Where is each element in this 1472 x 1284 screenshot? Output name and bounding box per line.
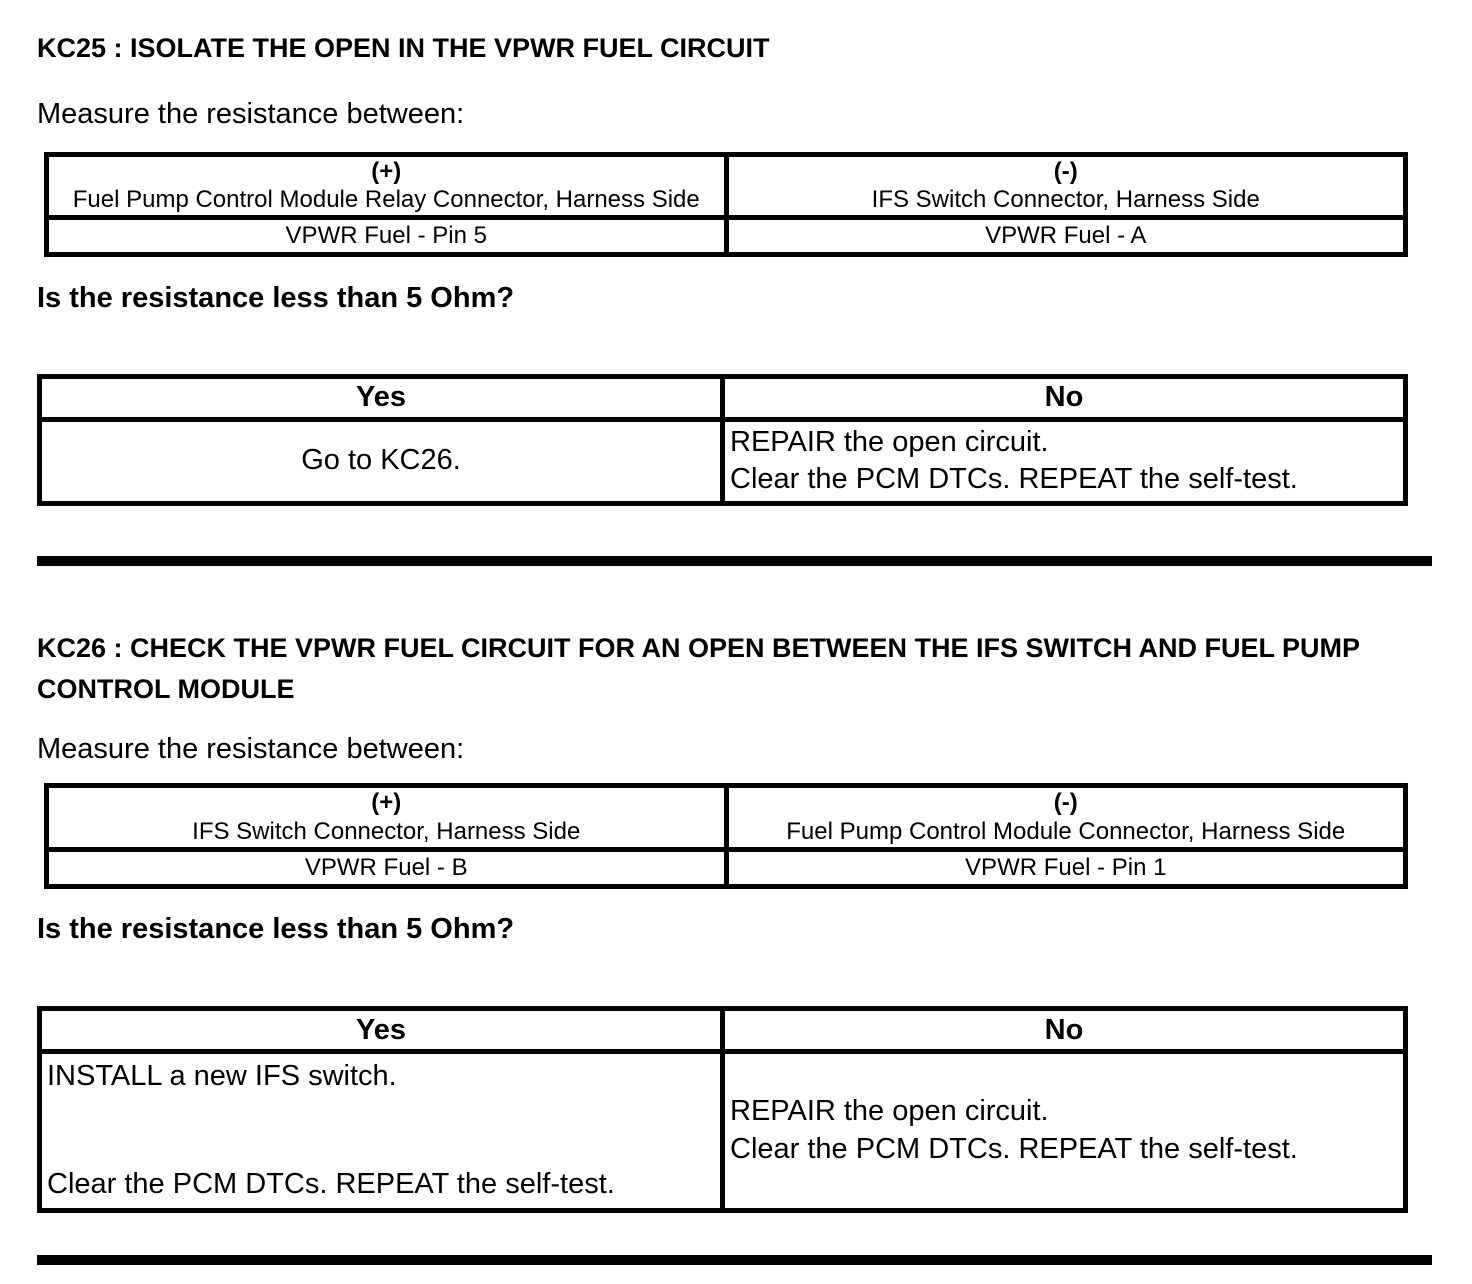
yes-cell [40, 1052, 723, 1211]
section-kc26 [37, 628, 1448, 1265]
measurement-table [44, 783, 1408, 889]
no-header-cell: No [723, 376, 1406, 419]
section-title: KC26 : CHECK THE VPWR FUEL CIRCUIT FOR AN OPEN BETWEEN THE IFS SWITCH AND FUEL PUMP CONTROL MODULE [37, 633, 1360, 704]
minus-connector: Fuel Pump Control Module Connector, Harness Side [786, 817, 1346, 845]
measurement-header-row [47, 786, 1406, 850]
yes-header-cell: Yes [40, 376, 723, 419]
minus-header-cell [726, 154, 1406, 218]
no-line-2: Clear the PCM DTCs. REPEAT the self-test. [730, 463, 1298, 496]
plus-sign: (+) [371, 789, 402, 817]
section-kc25 [37, 28, 1448, 566]
no-cell [723, 1052, 1406, 1211]
yes-cell: Go to KC26. [40, 419, 723, 503]
result-body-row [40, 419, 1406, 503]
measure-label: Measure the resistance between: [37, 733, 465, 765]
yes-line-2: Clear the PCM DTCs. REPEAT the self-test. [47, 1168, 615, 1201]
minus-header-cell [726, 786, 1406, 850]
measurement-table [44, 152, 1408, 258]
no-cell [723, 419, 1406, 503]
minus-sign: (-) [1053, 789, 1078, 817]
result-table [37, 374, 1408, 506]
plus-sign: (+) [371, 157, 402, 185]
plus-point-cell: VPWR Fuel - B [47, 849, 727, 886]
no-line-1: REPAIR the open circuit. [730, 1095, 1049, 1128]
yes-cell-content [47, 1058, 715, 1204]
result-header-row [40, 1009, 1406, 1052]
result-table [37, 1006, 1408, 1213]
no-line-2: Clear the PCM DTCs. REPEAT the self-test. [730, 1133, 1298, 1166]
result-body-row [40, 1052, 1406, 1211]
resistance-question: Is the resistance less than 5 Ohm? [37, 912, 515, 945]
minus-connector: IFS Switch Connector, Harness Side [871, 186, 1260, 214]
plus-connector: IFS Switch Connector, Harness Side [192, 817, 581, 845]
resistance-question: Is the resistance less than 5 Ohm? [37, 282, 515, 315]
measurement-header-row [47, 154, 1406, 218]
no-header-cell: No [723, 1009, 1406, 1052]
minus-point-cell: VPWR Fuel - Pin 1 [726, 849, 1406, 886]
plus-header-cell [47, 786, 727, 850]
minus-point-cell: VPWR Fuel - A [726, 218, 1406, 255]
yes-header-cell: Yes [40, 1009, 723, 1052]
yes-line-1: INSTALL a new IFS switch. [47, 1060, 397, 1093]
plus-header-cell [47, 154, 727, 218]
measurement-point-row [47, 218, 1406, 255]
no-line-1: REPAIR the open circuit. [730, 425, 1049, 458]
measurement-point-row [47, 849, 1406, 886]
plus-connector: Fuel Pump Control Module Relay Connector, Harness Side [72, 186, 700, 214]
section-divider [37, 1255, 1432, 1265]
result-header-row [40, 376, 1406, 419]
section-title: KC25 : ISOLATE THE OPEN IN THE VPWR FUEL CIRCUIT [37, 33, 770, 63]
section-divider [37, 556, 1432, 566]
plus-point-cell: VPWR Fuel - Pin 5 [47, 218, 727, 255]
measure-label: Measure the resistance between: [37, 97, 465, 130]
minus-sign: (-) [1053, 157, 1078, 185]
